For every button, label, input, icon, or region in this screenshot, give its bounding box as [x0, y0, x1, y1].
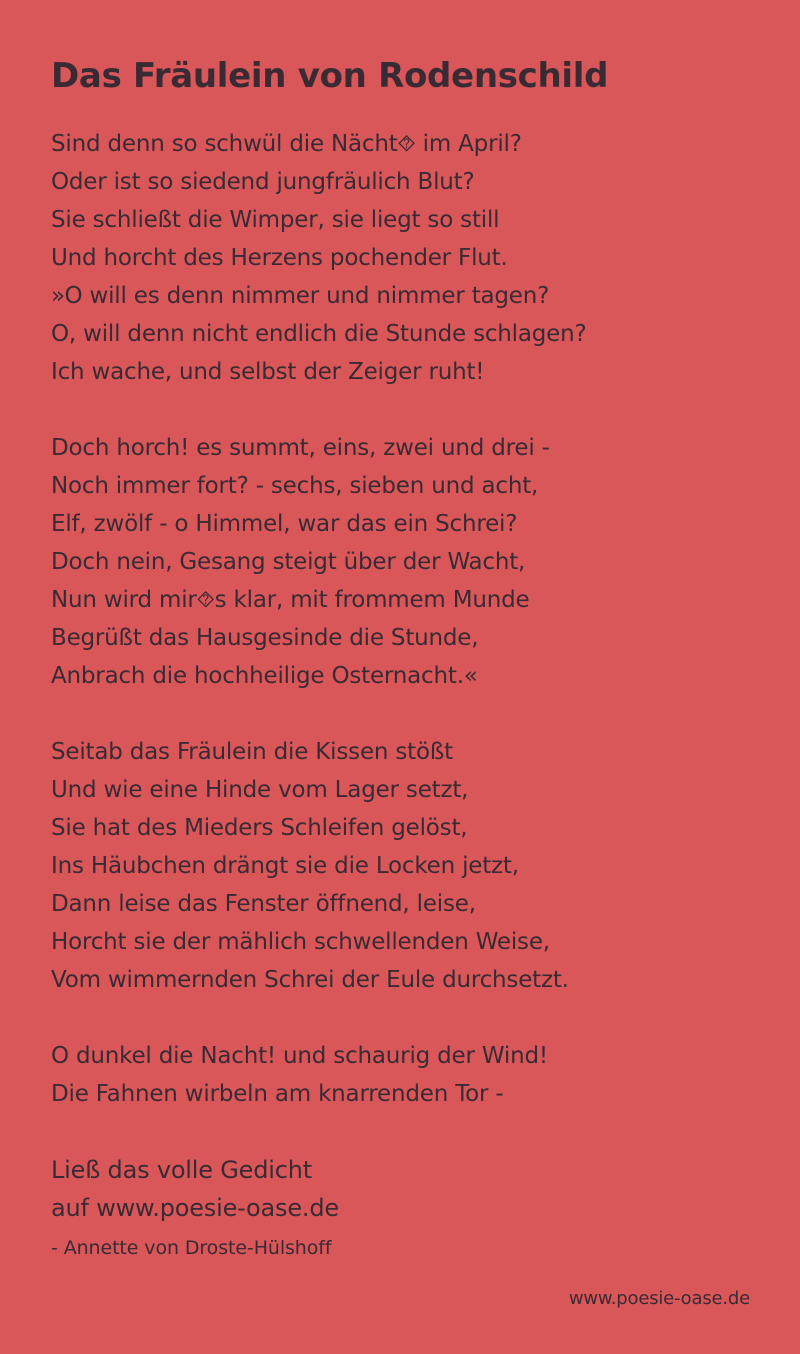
poem-line: Die Fahnen wirbeln am knarrenden Tor -: [51, 1081, 504, 1107]
stanza-2: [51, 429, 771, 695]
poem-body: [51, 125, 771, 1261]
poem-line: Doch horch! es summt, eins, zwei und drei -: [51, 435, 550, 461]
poem-line: Anbrach die hochheilige Osternacht.«: [51, 663, 478, 689]
poem-line: Vom wimmernden Schrei der Eule durchsetzt.: [51, 967, 569, 993]
poem-card: [51, 52, 771, 1261]
poem-line: Nun wird mir⯑s klar, mit frommem Munde: [51, 587, 530, 613]
poem-line: Sie schließt die Wimper, sie liegt so still: [51, 207, 500, 233]
read-full-poem-note: [51, 1151, 771, 1227]
cta-line: Ließ das volle Gedicht: [51, 1156, 312, 1184]
poem-line: Oder ist so siedend jungfräulich Blut?: [51, 169, 475, 195]
poem-line: Elf, zwölf - o Himmel, war das ein Schrei?: [51, 511, 518, 537]
stanza-4: [51, 1037, 771, 1113]
poem-line: Horcht sie der mählich schwellenden Weise,: [51, 929, 550, 955]
poem-line: Ich wache, und selbst der Zeiger ruht!: [51, 359, 485, 385]
poem-line: Noch immer fort? - sechs, sieben und acht,: [51, 473, 539, 499]
poem-line: Dann leise das Fenster öffnend, leise,: [51, 891, 476, 917]
poem-author: - Annette von Droste-Hülshoff: [51, 1237, 332, 1259]
cta-line: auf www.poesie-oase.de: [51, 1194, 339, 1222]
poem-line: Seitab das Fräulein die Kissen stößt: [51, 739, 453, 765]
stanza-3: [51, 733, 771, 999]
poem-line: Begrüßt das Hausgesinde die Stunde,: [51, 625, 479, 651]
poem-line: »O will es denn nimmer und nimmer tagen?: [51, 283, 550, 309]
footer-url: www.poesie-oase.de: [568, 1288, 750, 1309]
poem-line: Doch nein, Gesang steigt über der Wacht,: [51, 549, 526, 575]
poem-line: O dunkel die Nacht! und schaurig der Wind!: [51, 1043, 548, 1069]
poem-title: Das Fräulein von Rodenschild: [51, 56, 609, 96]
poem-line: Ins Häubchen drängt sie die Locken jetzt,: [51, 853, 519, 879]
stanza-1: [51, 125, 771, 391]
poem-line: Und wie eine Hinde vom Lager setzt,: [51, 777, 469, 803]
poem-line: Und horcht des Herzens pochender Flut.: [51, 245, 508, 271]
poem-line: Sind denn so schwül die Nächt⯑ im April?: [51, 131, 522, 157]
poem-line: Sie hat des Mieders Schleifen gelöst,: [51, 815, 468, 841]
poem-line: O, will denn nicht endlich die Stunde schlagen?: [51, 321, 587, 347]
